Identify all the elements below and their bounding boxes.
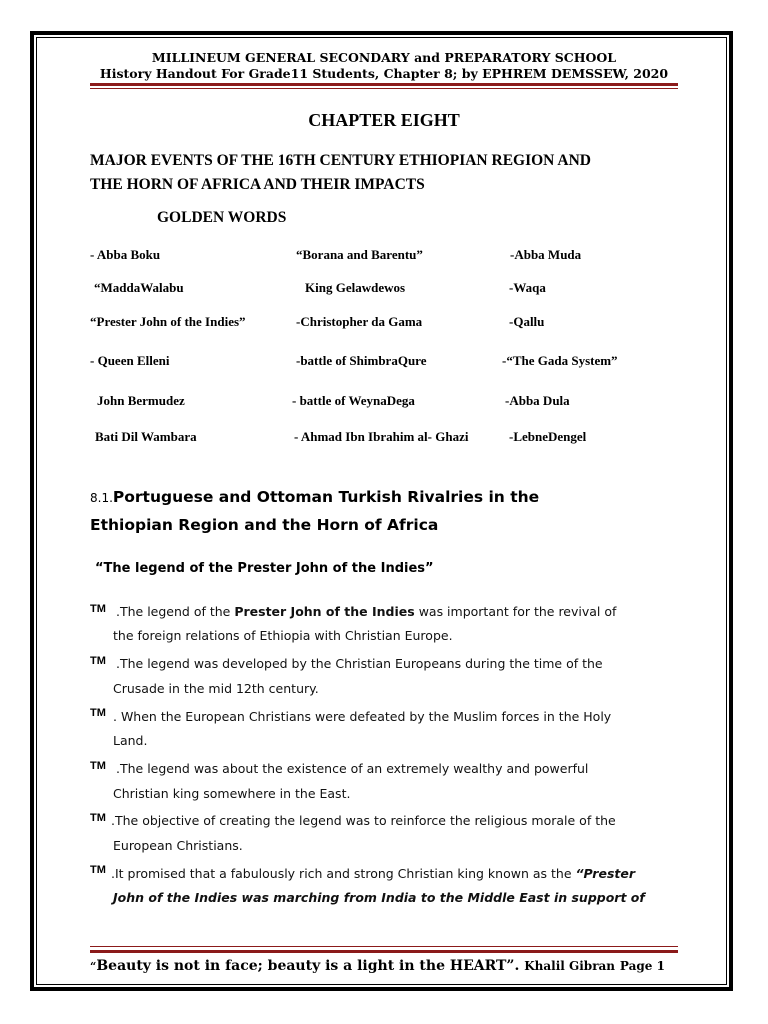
tm-bullet-mark: TM bbox=[90, 707, 106, 719]
legend-heading: “The legend of the Prester John of the Indies” bbox=[95, 561, 434, 576]
golden-word: -Qallu bbox=[509, 314, 545, 329]
golden-word: “Borana and Barentu” bbox=[296, 247, 423, 262]
bullet-bold-italic-text: “Prester bbox=[575, 866, 636, 881]
golden-word: John Bermudez bbox=[97, 393, 185, 408]
section-title-line1 bbox=[90, 488, 539, 506]
tm-bullet-mark: TM bbox=[90, 603, 106, 615]
section-number: 8.1. bbox=[90, 491, 113, 505]
golden-word: -“The Gada System” bbox=[502, 353, 618, 368]
school-name: MILLINEUM GENERAL SECONDARY and PREPARATORY SCHOOL bbox=[151, 50, 617, 65]
bullet-text: .It promised that a fabulously rich and strong Christian king known as the bbox=[111, 866, 576, 881]
bullet-4-line2: Christian king somewhere in the East. bbox=[113, 786, 351, 801]
header-rule-thin bbox=[90, 88, 678, 89]
bullet-3-line1: . When the European Christians were defeated by the Muslim forces in the Holy bbox=[113, 709, 612, 724]
bullet-bold-text: Prester John of the Indies bbox=[234, 604, 415, 619]
golden-word: - Ahmad Ibn Ibrahim al- Ghazi bbox=[294, 429, 469, 444]
footer-rule-thin bbox=[90, 946, 678, 947]
bullet-6-line2 bbox=[113, 890, 645, 905]
golden-word: King Gelawdewos bbox=[305, 280, 406, 295]
major-title-line2: THE HORN OF AFRICA AND THEIR IMPACTS bbox=[90, 176, 425, 193]
bullet-2-line1: .The legend was developed by the Christian Europeans during the time of the bbox=[116, 656, 603, 671]
footer-quote bbox=[90, 958, 665, 974]
chapter-title: CHAPTER EIGHT bbox=[308, 110, 460, 130]
bullet-text: was important for the revival of bbox=[414, 604, 617, 619]
golden-word: Bati Dil Wambara bbox=[95, 429, 197, 444]
golden-word: - Queen Elleni bbox=[90, 353, 170, 368]
bullet-3-line2: Land. bbox=[113, 733, 148, 748]
footer-author: Khalil Gibran bbox=[524, 959, 616, 973]
golden-word: - Abba Boku bbox=[90, 247, 161, 262]
tm-bullet-mark: TM bbox=[90, 864, 106, 876]
bullet-4-line1: .The legend was about the existence of an extremely wealthy and powerful bbox=[116, 761, 589, 776]
section-title-text: Portuguese and Ottoman Turkish Rivalries in the bbox=[112, 488, 540, 506]
footer-quote-text: Beauty is not in face; beauty is a light in the HEART”. bbox=[96, 958, 520, 974]
golden-word: “Prester John of the Indies” bbox=[90, 314, 246, 329]
bullet-6-line1 bbox=[111, 866, 635, 881]
header-rule-thick bbox=[90, 83, 678, 86]
bullet-1-line2: the foreign relations of Ethiopia with Christian Europe. bbox=[113, 628, 453, 643]
tm-bullet-mark: TM bbox=[90, 760, 106, 772]
footer-rule-thick bbox=[90, 950, 678, 953]
golden-word: -LebneDengel bbox=[509, 429, 587, 444]
major-events-title bbox=[90, 149, 690, 197]
golden-word: -Christopher da Gama bbox=[296, 314, 423, 329]
golden-word: -battle of ShimbraQure bbox=[296, 353, 427, 368]
golden-word: -Abba Dula bbox=[505, 393, 570, 408]
page-number: Page 1 bbox=[619, 959, 665, 973]
bullet-2-line2: Crusade in the mid 12th century. bbox=[113, 681, 319, 696]
golden-word: “MaddaWalabu bbox=[94, 280, 184, 295]
bullet-5-line2: European Christians. bbox=[113, 838, 243, 853]
bullet-bold-italic-text: John of the Indies was marching from India to the Middle East in support of bbox=[113, 890, 645, 905]
golden-word: -Waqa bbox=[509, 280, 546, 295]
handout-subtitle: History Handout For Grade11 Students, Chapter 8; by EPHREM DEMSSEW, 2020 bbox=[99, 66, 669, 81]
section-title-line2: Ethiopian Region and the Horn of Africa bbox=[90, 516, 439, 534]
footer-open-quote: “ bbox=[90, 960, 97, 973]
bullet-1-line1 bbox=[116, 604, 616, 619]
tm-bullet-mark: TM bbox=[90, 655, 106, 667]
golden-word: - battle of WeynaDega bbox=[292, 393, 415, 408]
tm-bullet-mark: TM bbox=[90, 812, 106, 824]
golden-words-heading: GOLDEN WORDS bbox=[157, 209, 287, 226]
golden-word: -Abba Muda bbox=[510, 247, 582, 262]
bullet-5-line1: .The objective of creating the legend was to reinforce the religious morale of the bbox=[111, 813, 616, 828]
bullet-text: .The legend of the bbox=[116, 604, 235, 619]
major-title-line1: MAJOR EVENTS OF THE 16TH CENTURY ETHIOPIAN REGION AND bbox=[90, 152, 591, 169]
